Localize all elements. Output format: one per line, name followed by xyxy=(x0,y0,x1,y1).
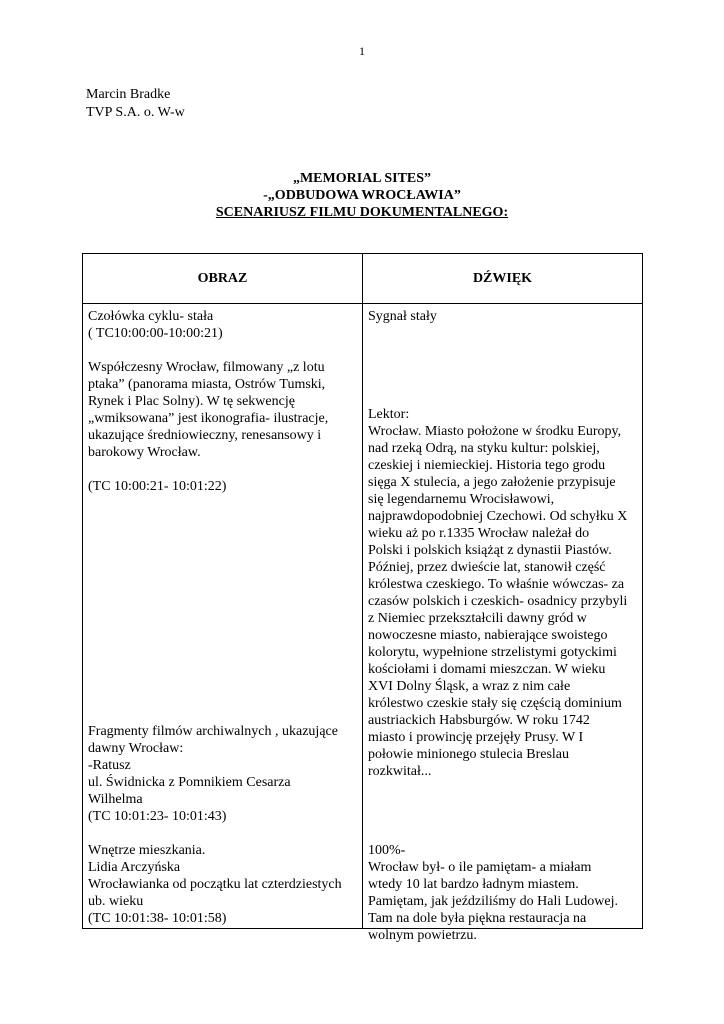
header-sound: DŹWIĘK xyxy=(363,254,643,304)
text-line: rozkwitał... xyxy=(368,764,432,779)
text-line: „wmiksowana” jest ikonografia- ilustracje, xyxy=(88,411,329,426)
text-line: Wrocław. Miasto położone w środku Europy, xyxy=(368,424,622,439)
text-line: z Niemiec przekształcili dawny gród w xyxy=(368,611,587,626)
text-line: wolnym powietrzu. xyxy=(368,928,477,943)
text-line: miasto i prowincję przejęły Prusy. W I xyxy=(368,730,584,745)
text-line: (TC 10:01:23- 10:01:43) xyxy=(88,809,227,824)
text-line: ul. Świdnicka z Pomnikiem Cesarza xyxy=(88,775,291,790)
image-column xyxy=(83,304,363,929)
text-line: ukazujące średniowieczny, renesansowy i xyxy=(88,428,322,443)
text-line: wtedy 10 lat bardzo ładnym miastem. xyxy=(368,877,579,892)
text-line: nad rzeką Odrą, na styku kultur: polskiej, xyxy=(368,441,600,456)
sound-block-interview xyxy=(368,842,637,944)
text-line: dawny Wrocław: xyxy=(88,741,184,756)
script-table xyxy=(82,253,643,943)
text-line: 100%- xyxy=(368,843,406,858)
text-line: Czołówka cyklu- stała xyxy=(88,309,214,324)
text-line: barokowy Wrocław. xyxy=(88,445,201,460)
header-image: OBRAZ xyxy=(83,254,363,304)
image-block-timecode xyxy=(88,478,357,495)
title-line-2: -„ODBUDOWA WROCŁAWIA” xyxy=(263,188,461,203)
sound-block-narrator xyxy=(368,406,637,780)
text-line: Rynek i Plac Solny). W tę sekwencję xyxy=(88,394,295,409)
text-line: królestwa czeskiego. To właśnie wówczas- za xyxy=(368,577,625,592)
text-line: (TC 10:01:38- 10:01:58) xyxy=(88,911,227,926)
image-block-apartment xyxy=(88,842,357,927)
text-line: Później, przez dwieście lat, stanowił część xyxy=(368,560,606,575)
text-line: -Ratusz xyxy=(88,758,131,773)
text-line: (TC 10:00:21- 10:01:22) xyxy=(88,479,227,494)
text-line: Fragmenty filmów archiwalnych , ukazujące xyxy=(88,724,338,739)
text-line: Wilhelma xyxy=(88,792,143,807)
text-line: najprawdopodobniej Czechowi. Od schyłku X xyxy=(368,509,628,524)
text-line: czeskiej i niemieckiej. Historia tego grodu xyxy=(368,458,606,473)
text-line: ub. wieku xyxy=(88,894,144,909)
text-line: Lidia Arczyńska xyxy=(88,860,181,875)
sound-block-signal xyxy=(368,308,637,325)
image-block-panorama xyxy=(88,359,357,461)
text-line: wieku aż po r.1335 Wrocław należał do xyxy=(368,526,590,541)
image-block-archival xyxy=(88,723,357,825)
text-line: XVI Dolny Śląsk, a wraz z nim całe xyxy=(368,679,571,694)
text-line: Współczesny Wrocław, filmowany „z lotu xyxy=(88,360,325,375)
title-line-3: SCENARIUSZ FILMU DOKUMENTALNEGO: xyxy=(215,205,509,220)
text-line: Sygnał stały xyxy=(368,309,437,324)
sound-column xyxy=(363,304,643,943)
text-line: kolorytu, wypełnione strzelistymi gotyckimi xyxy=(368,645,617,660)
text-line: Wnętrze mieszkania. xyxy=(88,843,206,858)
author-block xyxy=(86,86,185,122)
text-line: Tam na dole była piękna restauracja na xyxy=(368,911,587,926)
text-line: Polski i polskich książąt z dynastii Piastów. xyxy=(368,543,612,558)
text-line: czasów polskich i czeskich- osadnicy przybyli xyxy=(368,594,628,609)
text-line: kościołami i domami mieszczan. W wieku xyxy=(368,662,606,677)
text-line: ptaka” (panorama miasta, Ostrów Tumski, xyxy=(88,377,326,392)
table-row xyxy=(83,304,643,929)
text-line: Wrocławianka od początku lat czterdziestych xyxy=(88,877,342,892)
image-block-opening xyxy=(88,308,357,342)
text-line: Wrocław był- o ile pamiętam- a miałam xyxy=(368,860,592,875)
table-header-row xyxy=(83,254,643,304)
title-line-1: „MEMORIAL SITES” xyxy=(292,171,432,186)
text-line: nowoczesne miasto, nabierające swoistego xyxy=(368,628,608,643)
text-line: sięga X stulecia, a jego założenie przypisuje xyxy=(368,475,616,490)
text-line: Lektor: xyxy=(368,407,410,422)
text-line: połowie minionego stulecia Breslau xyxy=(368,747,570,762)
text-line: ( TC10:00:00-10:00:21) xyxy=(88,326,223,341)
text-line: austriackich Habsburgów. W roku 1742 xyxy=(368,713,590,728)
text-line: się legendarnemu Wrocisławowi, xyxy=(368,492,555,507)
document-title xyxy=(0,170,724,221)
author-organization: TVP S.A. o. W-w xyxy=(86,105,185,120)
text-line: królestwo czeskie stały się częścią dominium xyxy=(368,696,622,711)
author-name: Marcin Bradke xyxy=(86,87,171,102)
text-line: Pamiętam, jak jeździliśmy do Hali Ludowej. xyxy=(368,894,618,909)
page-number: 1 xyxy=(359,44,365,58)
